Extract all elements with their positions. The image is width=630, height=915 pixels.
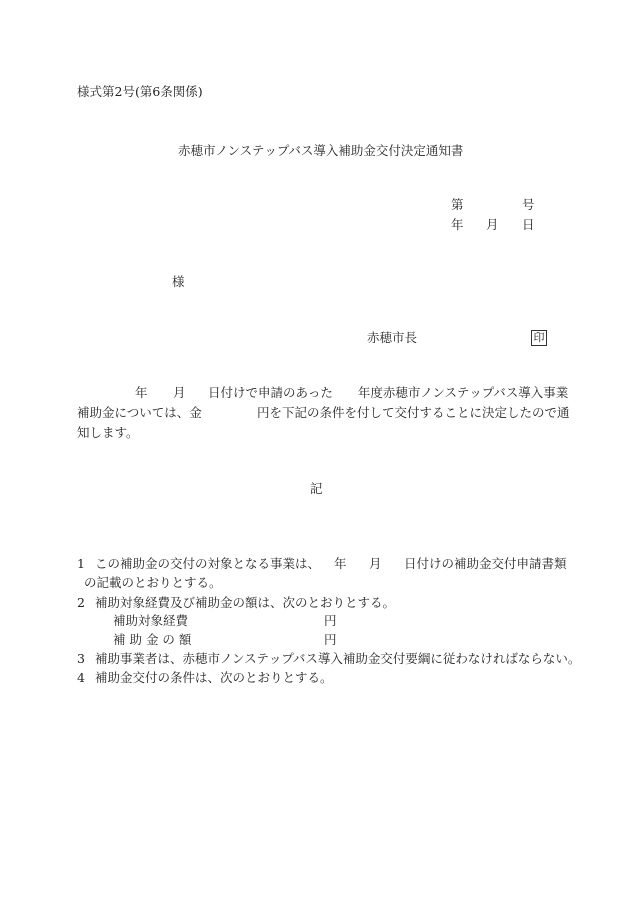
subsidy-cost-label: 補助対象経費 (113, 613, 189, 628)
item-3-number: 3 (77, 651, 85, 666)
seal-mark (531, 329, 547, 346)
date-year: 年 (451, 217, 464, 232)
body-month: 月 (173, 385, 186, 400)
issuer-name: 赤穂市長 (367, 330, 418, 345)
ki-heading: 記 (310, 481, 323, 496)
subsidy-amount-label: 補 助 金 の 額 (113, 632, 192, 647)
body-year: 年 (135, 385, 148, 400)
subsidy-cost-unit: 円 (324, 613, 337, 628)
item-2-number: 2 (77, 595, 85, 610)
addressee-suffix: 様 (172, 274, 185, 289)
body-line2-rest: 円を下記の条件を付して交付することに決定したので通 (257, 405, 570, 420)
item-4-number: 4 (77, 670, 85, 685)
item-4-text: 補助金交付の条件は、次のとおりとする。 (95, 670, 333, 685)
body-line3: 知します。 (77, 425, 139, 440)
body-line1-rest: 日付けで申請のあった 年度赤穂市ノンステップバス導入事業 (208, 385, 569, 400)
item-1-number: 1 (77, 556, 85, 571)
item-2-text: 補助対象経費及び補助金の額は、次のとおりとする。 (95, 595, 396, 610)
document-title: 赤穂市ノンステップバス導入補助金交付決定通知書 (178, 143, 464, 158)
date-day: 日 (522, 217, 535, 232)
number-suffix: 号 (522, 197, 535, 212)
number-prefix: 第 (451, 197, 464, 212)
item-1-continuation: の記載のとおりとする。 (84, 575, 222, 590)
item-1-year: 年 (334, 556, 347, 571)
subsidy-amount-unit: 円 (324, 632, 337, 647)
form-label: 様式第2号(第6条関係) (77, 84, 203, 99)
body-line2-start: 補助金については、金 (77, 405, 202, 420)
item-1-text: この補助金の交付の対象となる事業は、 (95, 556, 321, 571)
item-3-text: 補助事業者は、赤穂市ノンステップバス導入補助金交付要綱に従わなければならない。 (95, 651, 581, 666)
item-1-month: 月 (369, 556, 382, 571)
item-1-rest: 日付けの補助金交付申請書類 (404, 556, 567, 571)
date-month: 月 (486, 217, 499, 232)
seal-label: 印 (531, 330, 547, 346)
